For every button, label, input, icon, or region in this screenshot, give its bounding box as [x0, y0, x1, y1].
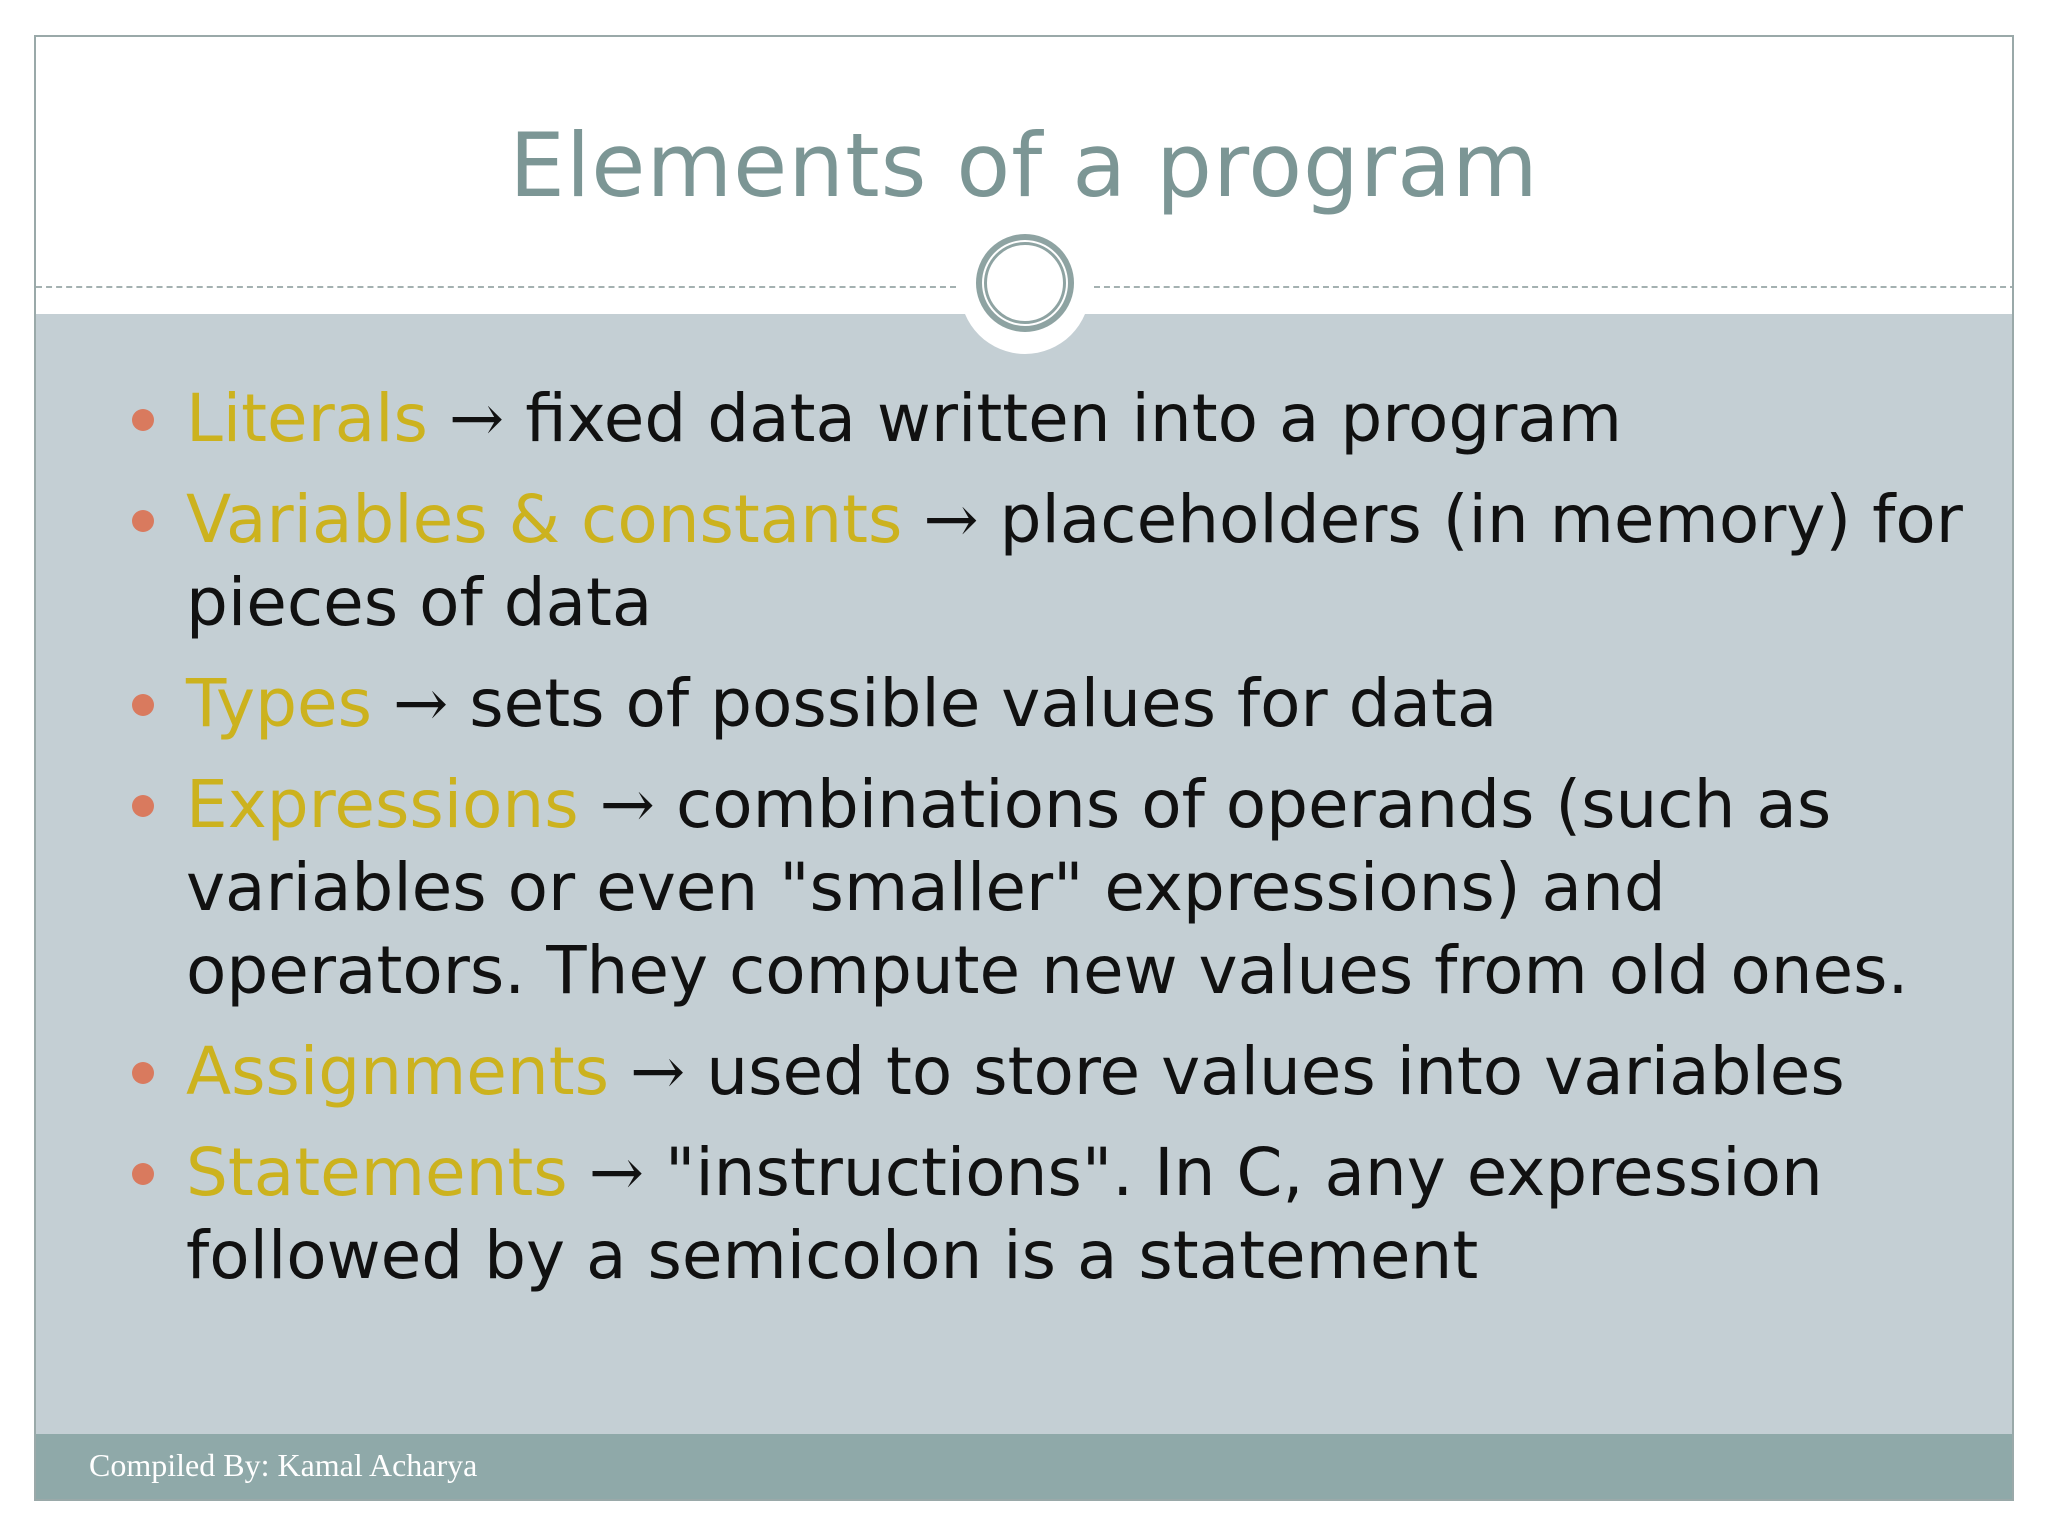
list-item: [96, 377, 1986, 460]
footer-bar: [36, 1434, 2012, 1501]
ring-ornament-inner: [984, 242, 1066, 324]
bullet-dot-icon: [132, 1163, 154, 1185]
bullet-dot-icon: [132, 795, 154, 817]
arrow-icon: →: [588, 1134, 644, 1211]
slide: [34, 35, 2014, 1501]
footer-credit: Compiled By: Kamal Acharya: [89, 1447, 478, 1483]
list-item: [96, 662, 1986, 745]
arrow-icon: →: [923, 481, 979, 558]
list-item: [96, 1030, 1986, 1113]
item-description: combinations of operands (such as variables or even "smaller" expressions) and operators. They compute new values from old ones.: [186, 766, 1909, 1009]
bullet-dot-icon: [132, 409, 154, 431]
list-item: [96, 478, 1986, 644]
slide-title: Elements of a program: [509, 114, 1539, 217]
arrow-icon: →: [599, 766, 655, 843]
arrow-icon: →: [448, 380, 505, 457]
item-description: "instructions". In C, any expression followed by a semicolon is a statement: [186, 1134, 1823, 1294]
item-description: used to store values into variables: [706, 1033, 1845, 1110]
bullet-dot-icon: [132, 510, 154, 532]
item-term: Types: [186, 665, 372, 742]
bullet-dot-icon: [132, 694, 154, 716]
title-divider-right: [1094, 286, 2014, 288]
item-term: Statements: [186, 1134, 568, 1211]
arrow-icon: →: [629, 1033, 686, 1110]
item-description: fixed data written into a program: [525, 380, 1623, 457]
item-term: Assignments: [186, 1033, 609, 1110]
bullet-dot-icon: [132, 1062, 154, 1084]
list-item: [96, 1131, 1986, 1297]
item-term: Expressions: [186, 766, 579, 843]
list-item: [96, 763, 1986, 1012]
item-description: placeholders (in memory) for pieces of data: [186, 481, 1963, 641]
bullet-list: [96, 377, 1986, 1315]
arrow-icon: →: [392, 665, 449, 742]
item-description: sets of possible values for data: [469, 665, 1498, 742]
item-term: Variables & constants: [186, 481, 903, 558]
title-divider-left: [36, 286, 956, 288]
item-term: Literals: [186, 380, 428, 457]
